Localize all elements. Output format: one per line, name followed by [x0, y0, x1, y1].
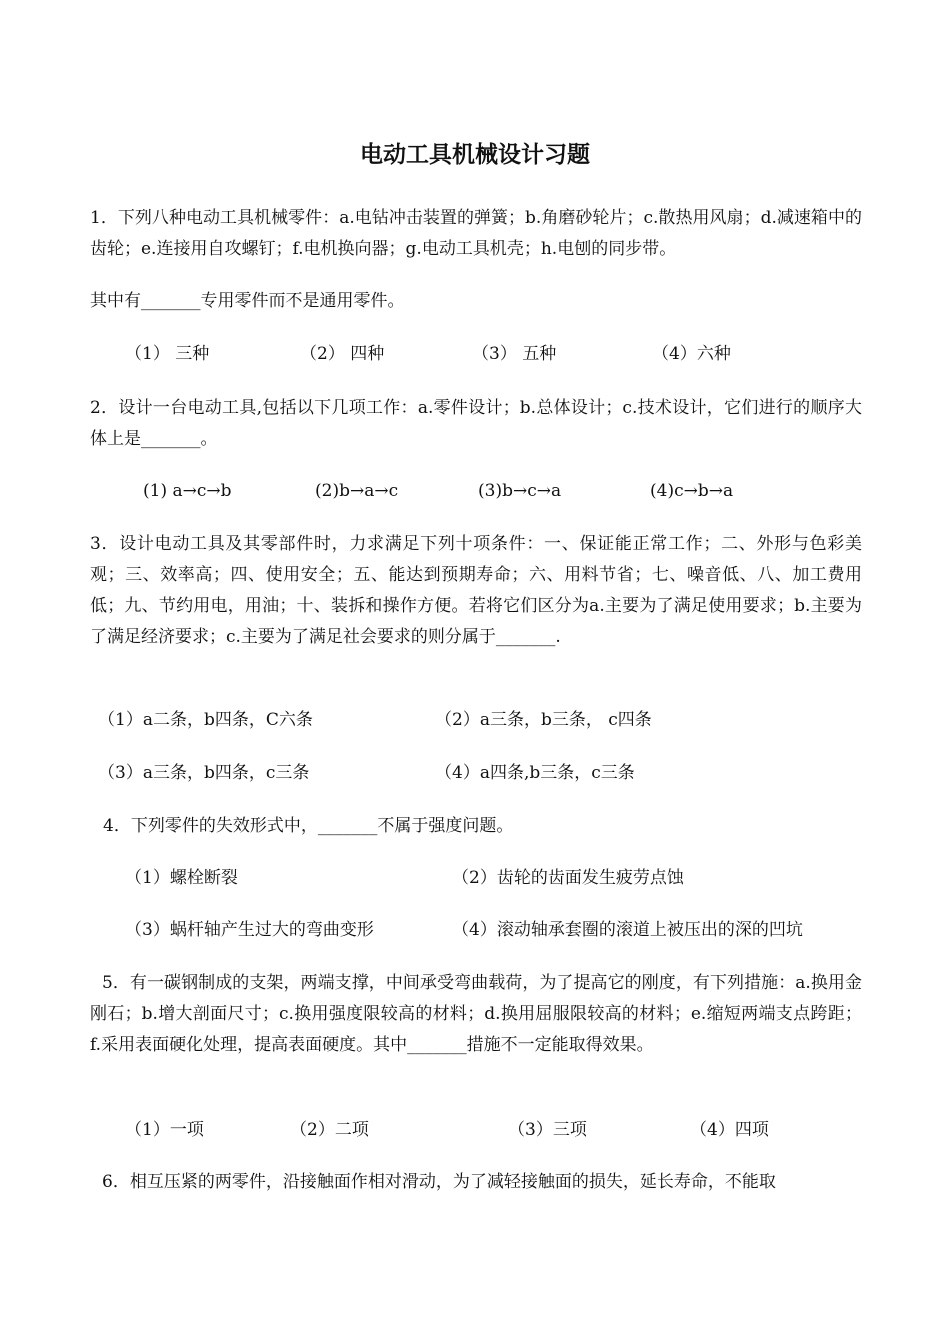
question-4-option-3: （3）蜗杆轴产生过大的弯曲变形 — [125, 920, 374, 940]
question-5-option-3: （3）三项 — [508, 1120, 587, 1140]
question-3-option-1: （1）a二条，b四条，C六条 — [98, 710, 313, 730]
question-2-option-4: (4)c→b→a — [650, 481, 734, 501]
question-5-option-1: （1）一项 — [125, 1120, 204, 1140]
question-2-option-3: (3)b→c→a — [478, 481, 562, 501]
question-1-option-3: （3） 五种 — [472, 344, 557, 364]
question-5-option-4: （4）四项 — [690, 1120, 769, 1140]
question-1-option-2: （2） 四种 — [300, 344, 385, 364]
document-title: 电动工具机械设计习题 — [360, 142, 590, 168]
question-1-option-4: （4）六种 — [652, 344, 731, 364]
question-5-stem: 5．有一碳钢制成的支架，两端支撑，中间承受弯曲载荷，为了提高它的刚度，有下列措施：a.换用金刚石；b.增大剖面尺寸；c.换用强度限较高的材料；d.换用屈服限较高的材料；e.缩短两端支点跨距； f.采用表面硬化处理，提高表面硬度。其中_______措施不一定能取得效果。 — [90, 973, 862, 1055]
question-6-stem: 6．相互压紧的两零件，沿接触面作相对滑动，为了减轻接触面的损失，延长寿命，不能取 — [102, 1172, 776, 1192]
question-3-option-2: （2）a三条，b三条， c四条 — [435, 710, 652, 730]
question-4-option-4: （4）滚动轴承套圈的滚道上被压出的深的凹坑 — [452, 920, 803, 940]
question-3-stem: 3．设计电动工具及其零部件时，力求满足下列十项条件：一、保证能正常工作；二、外形与色彩美观；三、效率高；四、使用安全；五、能达到预期寿命；六、用料节省；七、噪音低、八、加工费用低；九、节约用电，用油；十、装拆和操作方便。若将它们区分为a.主要为了满足使用要求；b.主要为了满足经济要求；c.主要为了满足社会要求的则分属于_______. — [90, 534, 862, 647]
question-2-option-2: (2)b→a→c — [315, 481, 399, 501]
question-2-stem: 2．设计一台电动工具,包括以下几项工作：a.零件设计；b.总体设计；c.技术设计，它们进行的顺序大体上是_______。 — [90, 398, 862, 449]
question-3-option-3: （3）a三条，b四条，c三条 — [98, 763, 310, 783]
question-1-stem-continued: 其中有_______专用零件而不是通用零件。 — [90, 291, 405, 311]
question-1-option-1: （1） 三种 — [125, 344, 210, 364]
question-4-option-1: （1）螺栓断裂 — [125, 868, 238, 888]
question-4-option-2: （2）齿轮的齿面发生疲劳点蚀 — [452, 868, 684, 888]
question-2-option-1: (1) a→c→b — [143, 481, 232, 501]
question-1-stem: 1．下列八种电动工具机械零件：a.电钻冲击装置的弹簧；b.角磨砂轮片；c.散热用风扇；d.减速箱中的齿轮；e.连接用自攻螺钉；f.电机换向器；g.电动工具机壳；h.电刨的同步带。 — [90, 208, 862, 259]
question-4-stem: 4．下列零件的失效形式中，_______不属于强度问题。 — [103, 816, 514, 836]
question-3-option-4: （4）a四条,b三条，c三条 — [435, 763, 635, 783]
question-5-option-2: （2）二项 — [290, 1120, 369, 1140]
